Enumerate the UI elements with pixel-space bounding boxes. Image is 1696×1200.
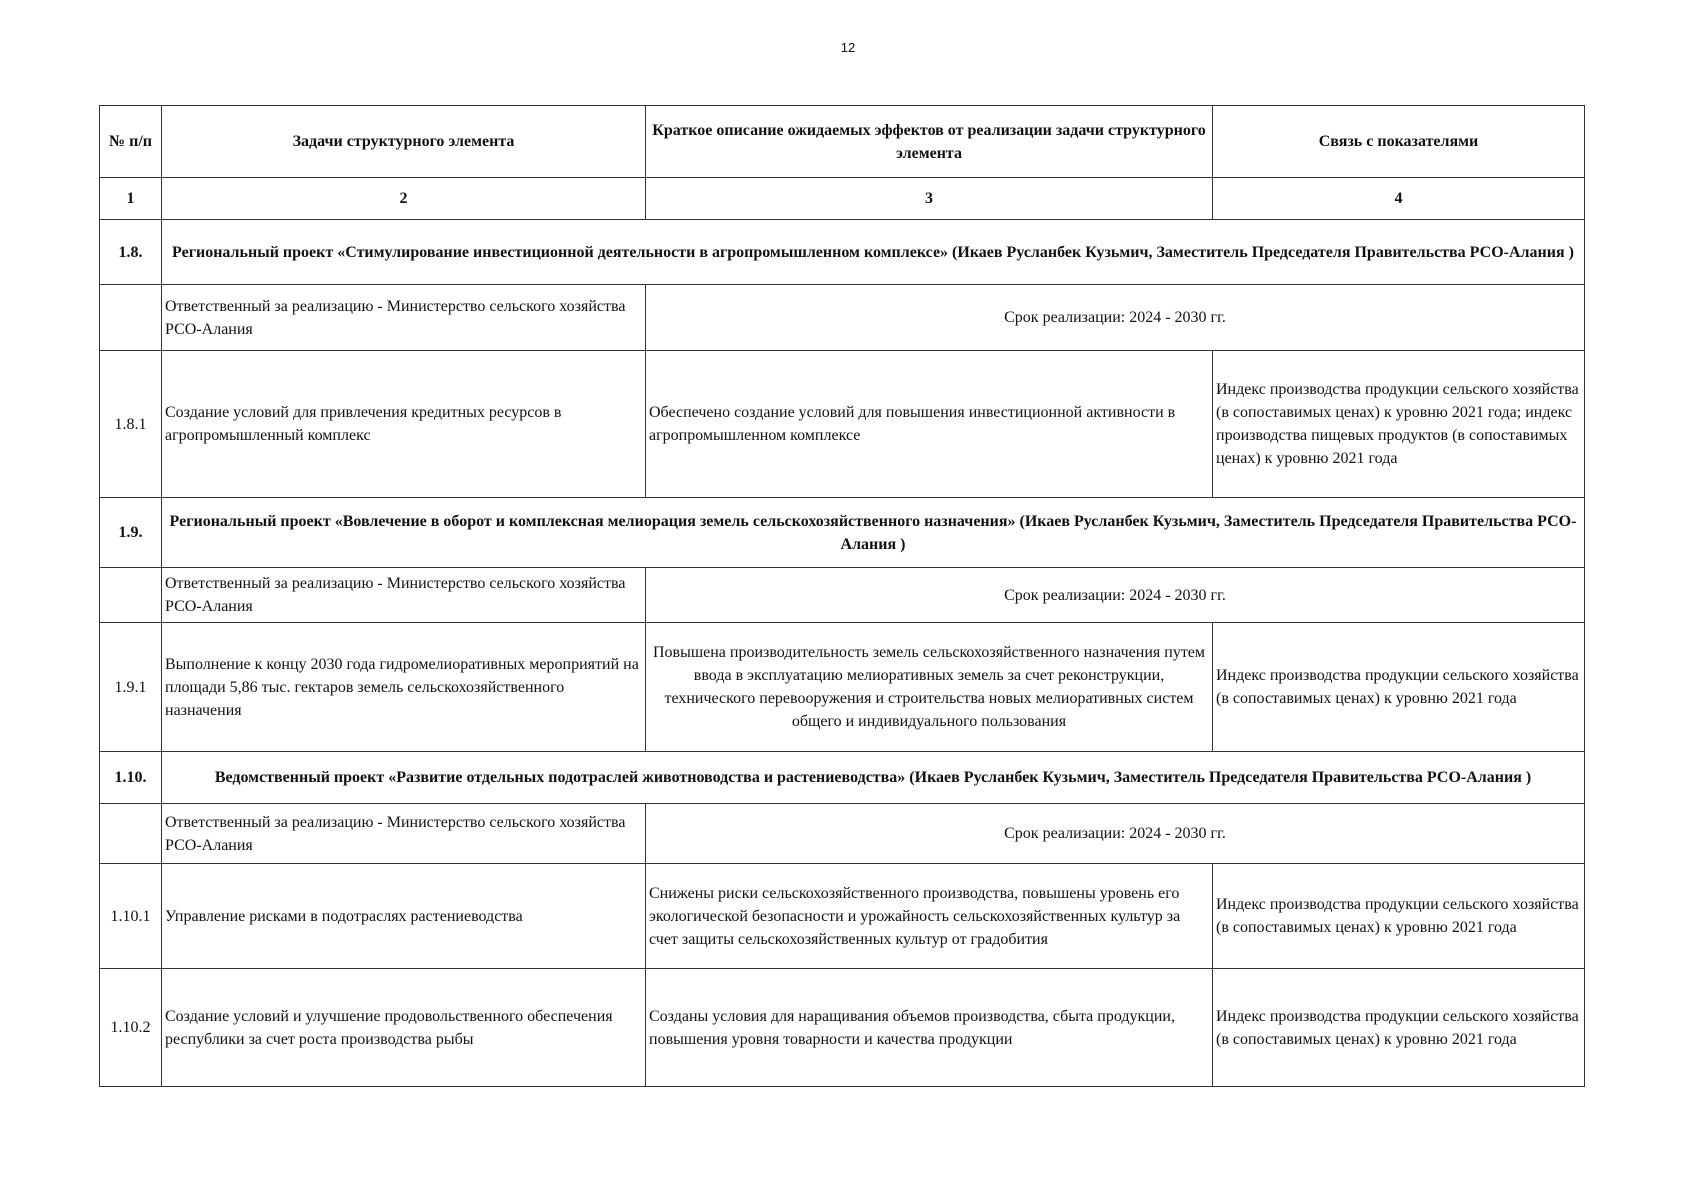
term-text: Срок реализации: 2024 - 2030 гг. bbox=[646, 285, 1585, 351]
project-row bbox=[100, 498, 1585, 568]
project-row bbox=[100, 752, 1585, 804]
row-number: 1.9.1 bbox=[100, 623, 162, 752]
row-number bbox=[100, 804, 162, 864]
structural-elements-table bbox=[99, 105, 1585, 1087]
index-cell: 1 bbox=[100, 178, 162, 220]
page-number: 12 bbox=[840, 40, 856, 55]
responsible-row bbox=[100, 568, 1585, 623]
column-index-row bbox=[100, 178, 1585, 220]
indicator-text: Индекс производства продукции сельского хозяйства (в сопоставимых ценах) к уровню 2021 года bbox=[1213, 623, 1585, 752]
effect-text: Повышена производительность земель сельскохозяйственного назначения путем ввода в эксплуатацию мелиоративных земель за счет реконструкции, технического перевооружения и строительства новых мелиоративных систем общего и индивидуального пользования bbox=[646, 623, 1213, 752]
effect-text: Обеспечено создание условий для повышения инвестиционной активности в агропромышленном комплексе bbox=[646, 351, 1213, 498]
term-text: Срок реализации: 2024 - 2030 гг. bbox=[646, 804, 1585, 864]
task-text: Управление рисками в подотраслях растениеводства bbox=[162, 864, 646, 969]
indicator-text: Индекс производства продукции сельского хозяйства (в сопоставимых ценах) к уровню 2021 года; индекс производства пищевых продуктов (в сопоставимых ценах) к уровню 2021 года bbox=[1213, 351, 1585, 498]
effect-text: Созданы условия для наращивания объемов производства, сбыта продукции, повышения уровня товарности и качества продукции bbox=[646, 969, 1213, 1087]
row-number: 1.8.1 bbox=[100, 351, 162, 498]
row-number: 1.10.1 bbox=[100, 864, 162, 969]
term-text: Срок реализации: 2024 - 2030 гг. bbox=[646, 568, 1585, 623]
responsible-text: Ответственный за реализацию - Министерство сельского хозяйства РСО-Алания bbox=[162, 804, 646, 864]
indicator-text: Индекс производства продукции сельского хозяйства (в сопоставимых ценах) к уровню 2021 года bbox=[1213, 969, 1585, 1087]
task-row bbox=[100, 623, 1585, 752]
task-text: Создание условий и улучшение продовольственного обеспечения республики за счет роста производства рыбы bbox=[162, 969, 646, 1087]
effect-text: Снижены риски сельскохозяйственного производства, повышены уровень его экологической безопасности и урожайность сельскохозяйственных культур за счет защиты сельскохозяйственных культур от градобития bbox=[646, 864, 1213, 969]
project-title: Ведомственный проект «Развитие отдельных подотраслей животноводства и растениеводства» (Икаев Русланбек Кузьмич, Заместитель Председателя Правительства РСО-Алания ) bbox=[162, 752, 1585, 804]
header-num: № п/п bbox=[100, 106, 162, 178]
index-cell: 3 bbox=[646, 178, 1213, 220]
index-cell: 4 bbox=[1213, 178, 1585, 220]
row-number: 1.8. bbox=[100, 220, 162, 285]
task-row bbox=[100, 864, 1585, 969]
task-row bbox=[100, 969, 1585, 1087]
row-number bbox=[100, 285, 162, 351]
responsible-text: Ответственный за реализацию - Министерство сельского хозяйства РСО-Алания bbox=[162, 568, 646, 623]
index-cell: 2 bbox=[162, 178, 646, 220]
row-number: 1.10.2 bbox=[100, 969, 162, 1087]
row-number bbox=[100, 568, 162, 623]
table-header-row bbox=[100, 106, 1585, 178]
header-tasks: Задачи структурного элемента bbox=[162, 106, 646, 178]
task-row bbox=[100, 351, 1585, 498]
header-effects: Краткое описание ожидаемых эффектов от реализации задачи структурного элемента bbox=[646, 106, 1213, 178]
responsible-row bbox=[100, 285, 1585, 351]
indicator-text: Индекс производства продукции сельского хозяйства (в сопоставимых ценах) к уровню 2021 года bbox=[1213, 864, 1585, 969]
header-indicators: Связь с показателями bbox=[1213, 106, 1585, 178]
row-number: 1.9. bbox=[100, 498, 162, 568]
task-text: Выполнение к концу 2030 года гидромелиоративных мероприятий на площади 5,86 тыс. гектаров земель сельскохозяйственного назначения bbox=[162, 623, 646, 752]
responsible-text: Ответственный за реализацию - Министерство сельского хозяйства РСО-Алания bbox=[162, 285, 646, 351]
project-title: Региональный проект «Вовлечение в оборот и комплексная мелиорация земель сельскохозяйственного назначения» (Икаев Русланбек Кузьмич, Заместитель Председателя Правительства РСО-Алания ) bbox=[162, 498, 1585, 568]
row-number: 1.10. bbox=[100, 752, 162, 804]
project-row bbox=[100, 220, 1585, 285]
responsible-row bbox=[100, 804, 1585, 864]
project-title: Региональный проект «Стимулирование инвестиционной деятельности в агропромышленном комплексе» (Икаев Русланбек Кузьмич, Заместитель Председателя Правительства РСО-Алания ) bbox=[162, 220, 1585, 285]
task-text: Создание условий для привлечения кредитных ресурсов в агропромышленный комплекс bbox=[162, 351, 646, 498]
